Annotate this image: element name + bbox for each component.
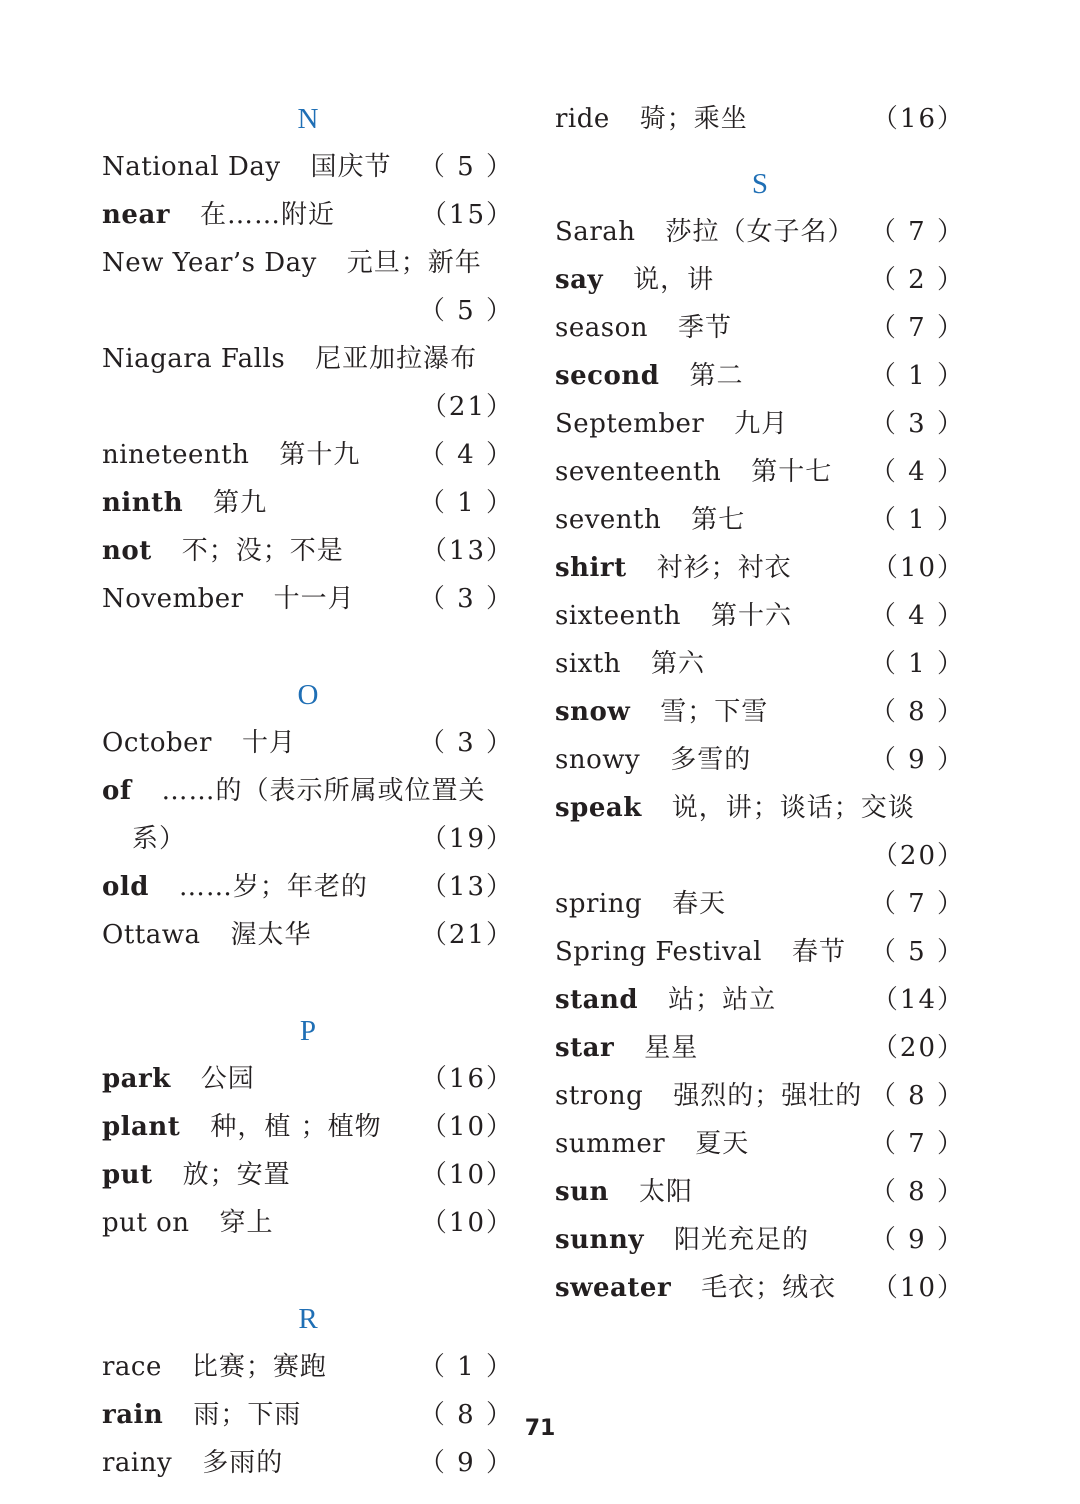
glossary-entry (555, 208, 965, 256)
entry-word: snow (555, 697, 631, 727)
entry-word: plant (102, 1112, 181, 1142)
entry-unit-number: （16） (420, 1064, 514, 1094)
entry-word: nineteenth (102, 440, 250, 470)
entry-word: Spring Festival (555, 937, 762, 967)
entry-unit-number: （ 8 ） (418, 1400, 514, 1430)
glossary-column-left (102, 95, 514, 1487)
glossary-entry (555, 496, 965, 544)
entry-unit-number: （ 1 ） (869, 361, 965, 391)
entry-unit-number: （ 8 ） (869, 1081, 965, 1111)
entry-unit-number: （10） (420, 1208, 514, 1238)
entry-word: second (555, 361, 660, 391)
glossary-entry (555, 1120, 965, 1168)
entry-meaning: 毛衣；绒衣 (701, 1273, 837, 1303)
entry-unit-number: （10） (420, 1112, 514, 1142)
entry-unit-number: （ 1 ） (418, 488, 514, 518)
entry-meaning: 春节 (791, 937, 846, 967)
entry-meaning: 阳光充足的 (673, 1225, 809, 1255)
glossary-entry (555, 928, 965, 976)
entry-word: spring (555, 889, 643, 919)
entry-meaning: 在……附近 (200, 200, 336, 230)
entry-meaning: 星星 (644, 1033, 699, 1063)
glossary-entry (555, 976, 965, 1024)
glossary-entry (555, 256, 965, 304)
entry-unit-number: （ 9 ） (869, 745, 965, 775)
glossary-entry (102, 1055, 514, 1103)
entry-meaning: 多雨的 (202, 1448, 284, 1478)
entry-word: park (102, 1064, 171, 1094)
glossary-entry (555, 304, 965, 352)
entry-word: strong (555, 1081, 644, 1111)
entry-meaning: 太阳 (638, 1177, 693, 1207)
entry-meaning: 第七 (691, 505, 746, 535)
entry-unit-number: （ 3 ） (418, 584, 514, 614)
section-letter-heading: O (297, 679, 319, 711)
entry-unit-number: （21） (420, 392, 514, 422)
glossary-entry (102, 335, 514, 383)
entry-meaning: 第十七 (751, 457, 833, 487)
entry-unit-number: （ 3 ） (869, 409, 965, 439)
entry-unit-number: （13） (420, 872, 514, 902)
entry-unit-number: （ 4 ） (869, 601, 965, 631)
entry-word: ninth (102, 488, 184, 518)
entry-meaning: 莎拉（女子名） (665, 217, 855, 247)
entry-meaning: 站；站立 (668, 985, 777, 1015)
entry-word: snowy (555, 745, 641, 775)
section-spacer (555, 143, 965, 160)
glossary-entry (102, 575, 514, 623)
glossary-entry (555, 352, 965, 400)
glossary-entry (102, 1103, 514, 1151)
glossary-entry (555, 880, 965, 928)
entry-word: rainy (102, 1448, 173, 1478)
entry-meaning: 九月 (734, 409, 789, 439)
section-letter-heading: N (297, 103, 319, 135)
entry-unit-number: （ 9 ） (418, 1448, 514, 1478)
entry-word: sun (555, 1177, 609, 1207)
entry-unit-number: （ 7 ） (869, 1129, 965, 1159)
entry-word: season (555, 313, 648, 343)
glossary-entry (555, 640, 965, 688)
entry-unit-number: （10） (871, 1273, 965, 1303)
entry-word: put on (102, 1208, 190, 1238)
entry-unit-number: （19） (420, 824, 514, 854)
entry-meaning: 季节 (677, 313, 732, 343)
entry-word: sunny (555, 1225, 644, 1255)
entry-unit-number: （ 5 ） (418, 152, 514, 182)
glossary-entry (102, 719, 514, 767)
entry-unit-number: （10） (420, 1160, 514, 1190)
glossary-entry (102, 1151, 514, 1199)
section-letter-heading: P (299, 1015, 317, 1047)
glossary-entry (102, 143, 514, 191)
glossary-entry (555, 448, 965, 496)
glossary-entry (102, 1439, 514, 1487)
glossary-entry (555, 688, 965, 736)
entry-word: say (555, 265, 604, 295)
section-spacer (102, 1247, 514, 1295)
entry-unit-number: （ 4 ） (869, 457, 965, 487)
entry-meaning: 第十九 (279, 440, 361, 470)
glossary-entry (555, 1024, 965, 1072)
glossary-entry (102, 239, 514, 287)
entry-word: seventh (555, 505, 662, 535)
glossary-entry (555, 784, 965, 832)
entry-meaning: 第十六 (710, 601, 792, 631)
entry-meaning: ……的（表示所属或位置关 (161, 776, 486, 806)
entry-word: sweater (555, 1273, 672, 1303)
glossary-entry (102, 863, 514, 911)
glossary-entry (102, 767, 514, 815)
entry-unit-number: （ 8 ） (869, 1177, 965, 1207)
entry-word: Sarah (555, 217, 636, 247)
glossary-entry (102, 431, 514, 479)
entry-word: put (102, 1160, 153, 1190)
entry-word: summer (555, 1129, 666, 1159)
section-letter-heading: S (751, 168, 769, 200)
entry-meaning: 放；安置 (182, 1160, 291, 1190)
entry-unit-number: （13） (420, 536, 514, 566)
entry-meaning: 十一月 (273, 584, 355, 614)
entry-meaning: 元旦；新年 (346, 248, 482, 278)
entry-unit-number: （ 1 ） (418, 1352, 514, 1382)
entry-unit-number: （ 4 ） (418, 440, 514, 470)
entry-unit-number: （15） (420, 200, 514, 230)
entry-word: rain (102, 1400, 164, 1430)
entry-meaning: 多雪的 (670, 745, 752, 775)
entry-word: old (102, 872, 149, 902)
glossary-column-right (555, 95, 965, 1312)
entry-word: sixteenth (555, 601, 681, 631)
entry-word: Niagara Falls (102, 344, 286, 374)
entry-unit-number: （ 7 ） (869, 889, 965, 919)
entry-unit-number: （ 5 ） (869, 937, 965, 967)
entry-meaning: 第二 (689, 361, 744, 391)
entry-unit-number: （ 1 ） (869, 649, 965, 679)
entry-unit-number: （20） (871, 1033, 965, 1063)
entry-meaning: 雨；下雨 (193, 1400, 302, 1430)
entry-meaning: 渥太华 (230, 920, 312, 950)
entry-unit-number: （21） (420, 920, 514, 950)
entry-meaning: 十月 (241, 728, 296, 758)
entry-word: Ottawa (102, 920, 201, 950)
page-number: 71 (524, 1416, 556, 1441)
entry-unit-number: （ 8 ） (869, 697, 965, 727)
entry-meaning: 穿上 (219, 1208, 274, 1238)
glossary-entry (555, 592, 965, 640)
entry-meaning: 说，讲 (633, 265, 715, 295)
glossary-entry (555, 1264, 965, 1312)
entry-unit-number: （20） (871, 841, 965, 871)
glossary-entry (555, 1072, 965, 1120)
entry-word: not (102, 536, 152, 566)
entry-meaning: 第九 (213, 488, 268, 518)
entry-meaning: 说，讲；谈话；交谈 (671, 793, 915, 823)
glossary-entry (555, 544, 965, 592)
entry-word: of (102, 776, 132, 806)
entry-unit-number: （10） (871, 553, 965, 583)
entry-unit-number: （ 2 ） (869, 265, 965, 295)
glossary-entry-continuation (102, 815, 514, 863)
glossary-entry (555, 95, 965, 143)
section-spacer (102, 623, 514, 671)
entry-word: October (102, 728, 212, 758)
entry-word: November (102, 584, 244, 614)
entry-meaning: 骑；乘坐 (639, 104, 748, 134)
entry-meaning: 比赛；赛跑 (191, 1352, 327, 1382)
entry-word: near (102, 200, 170, 230)
glossary-entry-continuation (102, 287, 514, 335)
section-spacer (102, 959, 514, 1007)
entry-meaning: 公园 (200, 1064, 255, 1094)
entry-word: stand (555, 985, 639, 1015)
entry-unit-number: （14） (871, 985, 965, 1015)
entry-word: September (555, 409, 705, 439)
glossary-entry (555, 1216, 965, 1264)
entry-meaning: 雪；下雪 (660, 697, 769, 727)
glossary-entry (555, 1168, 965, 1216)
entry-meaning: 种，植 ；植物 (210, 1112, 382, 1142)
entry-unit-number: （ 7 ） (869, 313, 965, 343)
glossary-entry-continuation (102, 383, 514, 431)
glossary-entry (555, 400, 965, 448)
entry-meaning: 夏天 (695, 1129, 750, 1159)
glossary-entry-continuation (555, 832, 965, 880)
entry-meaning: 第六 (651, 649, 706, 679)
section-letter-heading: R (298, 1303, 318, 1335)
entry-word: speak (555, 793, 642, 823)
entry-word: seventeenth (555, 457, 722, 487)
entry-unit-number: （ 7 ） (869, 217, 965, 247)
entry-unit-number: （ 5 ） (418, 296, 514, 326)
entry-word: star (555, 1033, 615, 1063)
glossary-entry (102, 1199, 514, 1247)
glossary-entry (555, 736, 965, 784)
glossary-entry (102, 1343, 514, 1391)
glossary-entry (102, 191, 514, 239)
entry-unit-number: （ 1 ） (869, 505, 965, 535)
entry-word: National Day (102, 152, 281, 182)
entry-word: sixth (555, 649, 622, 679)
entry-word: race (102, 1352, 162, 1382)
entry-meaning: 衬衫；衬衣 (656, 553, 792, 583)
glossary-entry (102, 911, 514, 959)
entry-meaning: 强烈的；强壮的 (673, 1081, 863, 1111)
glossary-entry (102, 479, 514, 527)
entry-word: ride (555, 104, 610, 134)
entry-meaning: 不；没；不是 (181, 536, 344, 566)
entry-meaning: ……岁；年老的 (178, 872, 368, 902)
entry-unit-number: （ 3 ） (418, 728, 514, 758)
entry-meaning: 国庆节 (310, 152, 392, 182)
entry-word: shirt (555, 553, 627, 583)
entry-word: New Year’s Day (102, 248, 317, 278)
glossary-entry (102, 527, 514, 575)
entry-unit-number: （ 9 ） (869, 1225, 965, 1255)
entry-meaning: 春天 (672, 889, 727, 919)
entry-meaning: 系） (132, 824, 187, 854)
entry-unit-number: （16） (871, 104, 965, 134)
entry-meaning: 尼亚加拉瀑布 (315, 344, 478, 374)
